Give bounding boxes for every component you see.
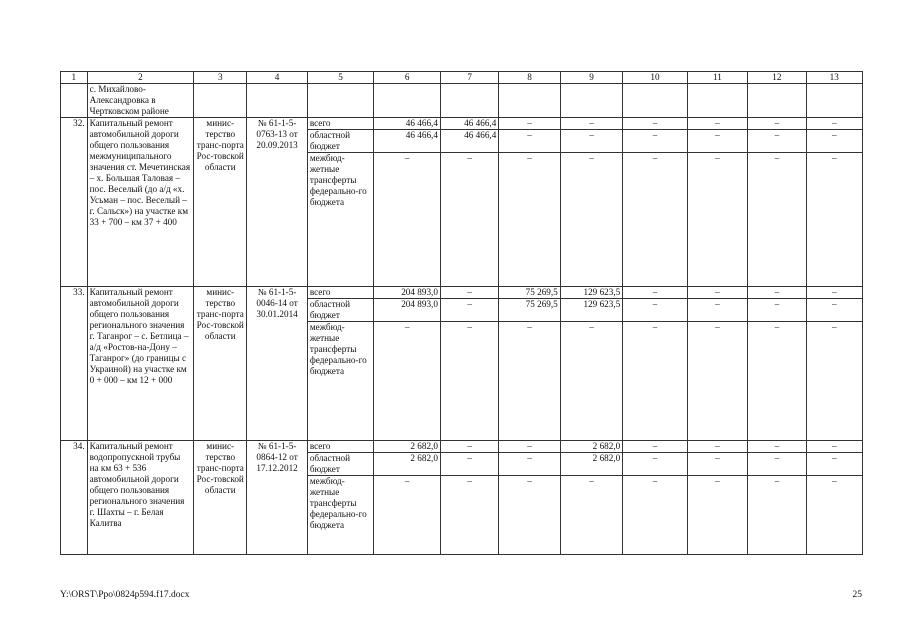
file-path: Y:\ORST\Ppo\0824p594.f17.docx [60,590,190,600]
page-number: 25 [852,590,862,600]
value-cell: – [440,153,498,287]
col-num: 9 [560,72,622,84]
customer: минис-терство транс-порта Рос-товской области [194,118,247,287]
value-cell: – [560,322,622,441]
value-cell: – [499,476,560,555]
funding-source: областной бюджет [307,299,374,322]
value-cell: – [806,441,862,453]
value-cell: – [748,453,806,476]
table-row [61,441,863,453]
col-num: 5 [307,72,374,84]
value-cell: – [748,476,806,555]
funding-source: областной бюджет [307,130,374,153]
value-cell: 2 682,0 [374,453,441,476]
value-cell: – [499,118,560,130]
value-cell: – [623,322,688,441]
value-cell: – [440,299,498,322]
col-num: 6 [374,72,441,84]
value-cell: – [806,130,862,153]
value-cell: – [687,299,747,322]
value-cell: 129 623,5 [560,287,622,299]
value-cell: – [440,287,498,299]
value-cell: 46 466,4 [440,118,498,130]
col-num: 3 [194,72,247,84]
value-cell: – [560,118,622,130]
value-cell: 2 682,0 [560,453,622,476]
funding-source: областной бюджет [307,453,374,476]
continuation-row [61,84,863,118]
column-number-row [61,72,863,84]
value-cell: – [687,130,747,153]
col-num: 7 [440,72,498,84]
funding-source: всего [307,118,374,130]
value-cell: – [440,476,498,555]
value-cell: – [499,322,560,441]
object-name: Капитальный ремонт водопропускной трубы на км 63 + 536 автомобильной дороги общего пользования регионального значения г. Шахты – г. Белая Калитва [87,441,194,555]
col-num: 2 [87,72,194,84]
value-cell: – [623,299,688,322]
expertise-doc: № 61-1-5-0864-12 от 17.12.2012 [247,441,307,555]
value-cell: – [560,153,622,287]
value-cell: – [623,441,688,453]
customer: минис-терство транс-порта Рос-товской области [194,287,247,441]
col-num: 8 [499,72,560,84]
value-cell: – [623,453,688,476]
value-cell: – [623,130,688,153]
value-cell: – [499,130,560,153]
value-cell: – [623,153,688,287]
value-cell: – [440,453,498,476]
table-row [61,287,863,299]
value-cell: – [440,441,498,453]
value-cell: 2 682,0 [560,441,622,453]
value-cell: 129 623,5 [560,299,622,322]
funding-source: всего [307,441,374,453]
value-cell: 75 269,5 [499,299,560,322]
value-cell: – [748,441,806,453]
object-name: Капитальный ремонт автомобильной дороги общего пользования регионального значения г. Таганрог – с. Бетлица – а/д «Ростов-на-Дону – Таганрог» (до границы с Украиной) на участке км 0 + 000 – км 12 + 000 [87,287,194,441]
value-cell: – [748,130,806,153]
value-cell: – [806,322,862,441]
funding-source: всего [307,287,374,299]
value-cell: – [748,153,806,287]
row-number: 33. [61,287,88,441]
value-cell: – [374,153,441,287]
col-num: 12 [748,72,806,84]
value-cell: – [623,476,688,555]
table-row [61,118,863,130]
value-cell: – [687,476,747,555]
value-cell: – [748,299,806,322]
value-cell: – [687,322,747,441]
expertise-doc: № 61-1-5-0046-14 от 30.01.2014 [247,287,307,441]
value-cell: 204 893,0 [374,287,441,299]
value-cell: – [806,453,862,476]
value-cell: – [806,476,862,555]
object-name: Капитальный ремонт автомобильной дороги общего пользования межмуниципального значения ст. Мечетинская – х. Большая Таловая – пос. Веселый (до а/д «х. Усьман – пос. Веселый – г. Сальск») на участке км 33 + 700 – км 37 + 400 [87,118,194,287]
value-cell: 75 269,5 [499,287,560,299]
object-name: с. Михайлово-Александровка в Чертковском районе [87,84,194,118]
value-cell: – [560,476,622,555]
value-cell: – [499,153,560,287]
value-cell: 2 682,0 [374,441,441,453]
value-cell: – [374,476,441,555]
value-cell: – [560,130,622,153]
value-cell: – [623,287,688,299]
value-cell: – [687,453,747,476]
value-cell: – [687,118,747,130]
value-cell: – [687,441,747,453]
row-number: 34. [61,441,88,555]
col-num: 10 [623,72,688,84]
value-cell: 46 466,4 [374,118,441,130]
customer: минис-терство транс-порта Рос-товской области [194,441,247,555]
funding-source: межбюд-жетные трансферты федерально-го бюджета [307,322,374,441]
col-num: 4 [247,72,307,84]
value-cell: – [806,153,862,287]
budget-table [60,71,863,555]
value-cell: – [748,322,806,441]
value-cell: – [806,287,862,299]
value-cell: – [687,153,747,287]
value-cell: – [806,118,862,130]
value-cell: – [806,299,862,322]
value-cell: – [440,322,498,441]
value-cell: – [748,287,806,299]
col-num: 11 [687,72,747,84]
value-cell: 204 893,0 [374,299,441,322]
value-cell: 46 466,4 [374,130,441,153]
expertise-doc: № 61-1-5-0763-13 от 20.09.2013 [247,118,307,287]
funding-source: межбюд-жетные трансферты федерально-го бюджета [307,153,374,287]
row-number: 32. [61,118,88,287]
value-cell: – [623,118,688,130]
col-num: 1 [61,72,88,84]
col-num: 13 [806,72,862,84]
value-cell: – [374,322,441,441]
value-cell: – [687,287,747,299]
value-cell: – [499,441,560,453]
value-cell: – [748,118,806,130]
value-cell: 46 466,4 [440,130,498,153]
funding-source: межбюд-жетные трансферты федерально-го бюджета [307,476,374,555]
value-cell: – [499,453,560,476]
